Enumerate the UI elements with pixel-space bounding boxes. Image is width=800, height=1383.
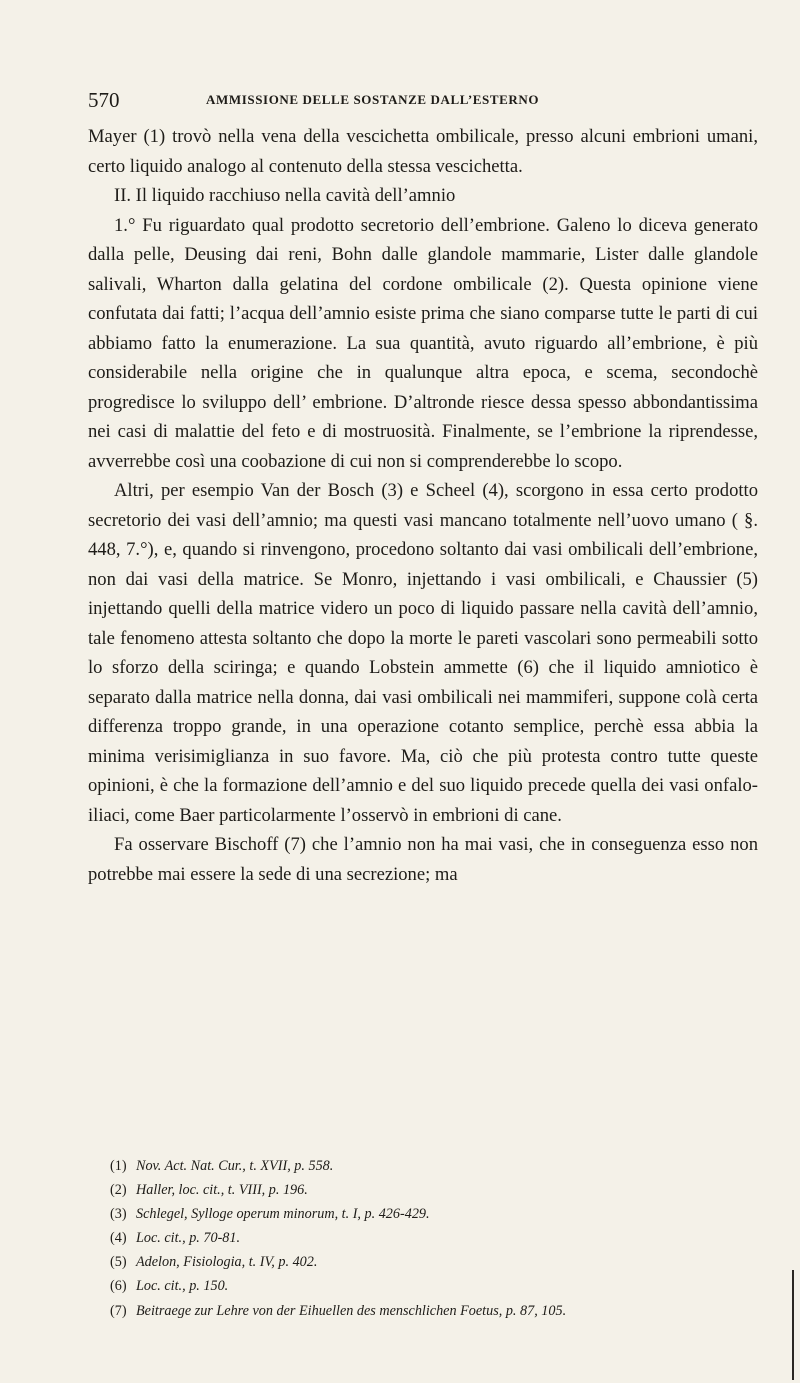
footnote bbox=[110, 1178, 770, 1202]
footnote-number: (5) bbox=[110, 1254, 127, 1271]
running-head: AMMISSIONE DELLE SOSTANZE DALL’ESTERNO bbox=[206, 92, 540, 107]
body-text bbox=[88, 122, 758, 889]
page-edge-shadow bbox=[792, 1270, 794, 1380]
footnote-text: Beitraege zur Lehre von der Eihuellen des menschlichen Foetus, p. 87, 105. bbox=[136, 1302, 567, 1319]
footnote-text: Nov. Act. Nat. Cur., t. XVII, p. 558. bbox=[136, 1158, 334, 1174]
footnote bbox=[110, 1299, 770, 1323]
footnote bbox=[110, 1202, 770, 1226]
page-header bbox=[88, 88, 758, 118]
footnote bbox=[110, 1154, 770, 1178]
footnote-number: (6) bbox=[110, 1278, 127, 1295]
footnote-text: Loc. cit., p. 70-81. bbox=[136, 1230, 241, 1247]
paragraph: Mayer (1) trovò nella vena della vescichetta ombilicale, presso alcuni embrioni umani, certo liquido analogo al contenuto della stessa vescichetta. bbox=[88, 126, 758, 177]
footnote-number: (4) bbox=[110, 1230, 127, 1247]
section-heading: II. Il liquido racchiuso nella cavità dell’amnio bbox=[114, 185, 456, 206]
paragraph: 1.° Fu riguardato qual prodotto secretorio dell’embrione. Galeno lo diceva generato dalla pelle, Deusing dai reni, Bohn dalle glandole mammarie, Lister dalle glandole salivali, Wharton dalla gelatina del cordone ombilicale (2). Questa opinione viene confutata dai fatti; l’acqua dell’amnio esiste prima che siano comparse tutte le parti di cui abbiamo fatto la enumerazione. La sua quantità, avuto riguardo all’embrione, è più considerabile nella origine che in qualunque altra epoca, e scema, secondochè progredisce lo sviluppo dell’ embrione. D’altronde riesce dessa spesso abbondantissima nei casi di malattie del feto e di mostruosità. Finalmente, se l’embrione la riprendesse, avverrebbe così una coobazione di cui non si comprenderebbe lo scopo. bbox=[88, 214, 758, 472]
footnote-number: (2) bbox=[110, 1182, 127, 1199]
page-number: 570 bbox=[88, 88, 120, 112]
footnotes bbox=[110, 1154, 770, 1323]
footnote-number: (1) bbox=[110, 1158, 127, 1174]
paragraph: Altri, per esempio Van der Bosch (3) e Scheel (4), scorgono in essa certo prodotto secretorio dei vasi dell’amnio; ma questi vasi mancano totalmente nell’uovo umano ( §. 448, 7.°), e, quando si rinvengono, procedono soltanto dai vasi ombilicali dell’embrione, non dai vasi della matrice. Se Monro, injettando i vasi ombilicali, e Chaussier (5) injettando quelli della matrice videro un poco di liquido passare nella cavità dell’amnio, tale fenomeno attesta soltanto che dopo la morte le pareti vascolari sono permeabili sotto lo sforzo della sciringa; e quando Lobstein ammette (6) che il liquido amniotico è separato dalla matrice nella donna, dai vasi ombilicali nei mammiferi, suppone colà certa differenza troppo grande, in una operazione cotanto semplice, perchè essa abbia la minima verisimiglianza in suo favore. Ma, ciò che più protesta contro tutte queste opinioni, è che la formazione dell’amnio e del suo liquido precede quella dei vasi onfalo-iliaci, come Baer particolarmente l’osservò in embrioni di cane. bbox=[88, 480, 758, 826]
footnote bbox=[110, 1226, 770, 1250]
footnote-text: Haller, loc. cit., t. VIII, p. 196. bbox=[136, 1182, 308, 1199]
footnote-text: Schlegel, Sylloge operum minorum, t. I, p. 426-429. bbox=[136, 1206, 430, 1223]
paragraph: Fa osservare Bischoff (7) che l’amnio non ha mai vasi, che in conseguenza esso non potrebbe mai essere la sede di una secrezione; ma bbox=[88, 834, 758, 885]
footnote-number: (3) bbox=[110, 1206, 127, 1223]
footnote-text: Loc. cit., p. 150. bbox=[136, 1278, 229, 1295]
footnote-text: Adelon, Fisiologia, t. IV, p. 402. bbox=[136, 1254, 318, 1271]
footnote-number: (7) bbox=[110, 1302, 127, 1319]
footnote bbox=[110, 1250, 770, 1274]
footnote bbox=[110, 1274, 770, 1298]
